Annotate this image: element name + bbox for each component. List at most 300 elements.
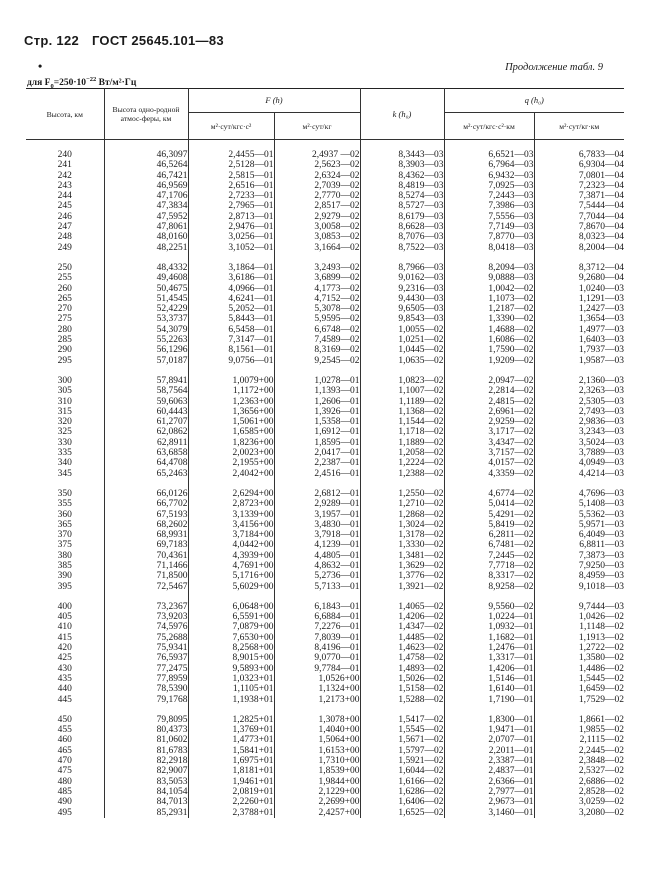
cell-F2: 2,7039—02 (274, 181, 360, 191)
cell-F1: 1,2825+01 (188, 715, 274, 725)
cell-k: 1,2868—02 (360, 510, 444, 520)
cell-q2: 4,0949—03 (534, 458, 624, 468)
cell-altitude: 280 (57, 324, 72, 335)
cell-homo-height: 75,9341 (104, 643, 188, 653)
cell-altitude: 246 (57, 211, 72, 222)
cell-q2: 1,1913—02 (534, 633, 624, 643)
cell-q1: 2,9259—02 (444, 417, 534, 427)
table-row (26, 633, 624, 643)
cell-F2: 1,4040+00 (274, 725, 360, 735)
table-row (26, 458, 624, 468)
table-row (26, 417, 624, 427)
cell-k: 1,3921—02 (360, 582, 444, 592)
cell-F2: 5,3078—02 (274, 304, 360, 314)
cell-k: 1,4758—02 (360, 653, 444, 663)
cell-altitude: 355 (57, 499, 72, 510)
group-spacer (26, 366, 624, 376)
cell-q1: 3,4347—02 (444, 438, 534, 448)
cell-homo-height: 81,0602 (104, 735, 188, 745)
cell-F1: 2,5815—01 (188, 171, 274, 181)
cell-homo-height: 50,4675 (104, 284, 188, 294)
cell-k: 1,6286—02 (360, 787, 444, 797)
cell-q1: 1,2187—02 (444, 304, 534, 314)
cell-q2: 7,9250—03 (534, 561, 624, 571)
cell-homo-height: 47,1706 (104, 191, 188, 201)
cell-altitude: 330 (57, 437, 72, 448)
cell-k: 8,6628—03 (360, 222, 444, 232)
cell-k: 8,7966—03 (360, 263, 444, 273)
cell-F2: 2,6324—02 (274, 171, 360, 181)
cell-homo-height: 55,2263 (104, 335, 188, 345)
bullet-mark: • (38, 59, 43, 73)
cell-q2: 1,9855—02 (534, 725, 624, 735)
cell-homo-height: 71,1466 (104, 561, 188, 571)
cell-F2: 6,1843—01 (274, 602, 360, 612)
cell-q2: 2,3848—02 (534, 756, 624, 766)
cell-k: 1,5026—02 (360, 674, 444, 684)
cell-q2: 1,3654—03 (534, 314, 624, 324)
cell-F2: 3,7918—01 (274, 530, 360, 540)
cell-k: 1,4347—02 (360, 622, 444, 632)
cell-q2: 8,4959—03 (534, 571, 624, 581)
cell-altitude: 340 (57, 458, 72, 469)
group-spacer (26, 479, 624, 489)
cell-homo-height: 60,4443 (104, 407, 188, 417)
cell-homo-height: 66,0126 (104, 489, 188, 499)
table-row (26, 622, 624, 632)
table-row (26, 520, 624, 530)
cell-altitude: 445 (57, 694, 72, 705)
cell-k: 1,0823—02 (360, 376, 444, 386)
cell-F2: 2,8517—02 (274, 201, 360, 211)
cell-homo-height: 64,4708 (104, 458, 188, 468)
page-number: Стр. 122 (24, 33, 80, 48)
table-row (26, 314, 624, 324)
cell-q2: 8,3712—04 (534, 263, 624, 273)
table-row (26, 294, 624, 304)
cell-F1: 9,5893+00 (188, 664, 274, 674)
cell-altitude: 249 (57, 242, 72, 253)
cell-q2: 1,1291—03 (534, 294, 624, 304)
cell-q1: 1,2476—01 (444, 643, 534, 653)
cell-altitude: 320 (57, 417, 72, 428)
table-row (26, 766, 624, 776)
cell-k: 1,3330—02 (360, 540, 444, 550)
cell-q2: 1,2722—02 (534, 643, 624, 653)
cell-altitude: 248 (57, 232, 72, 243)
cell-altitude: 475 (57, 766, 72, 777)
group-spacer (26, 253, 624, 263)
cell-k: 1,0055—02 (360, 325, 444, 335)
table-row (26, 797, 624, 807)
cell-F2: 1,2606—01 (274, 397, 360, 407)
cell-k: 1,1718—02 (360, 427, 444, 437)
cell-F1: 1,6585+00 (188, 427, 274, 437)
col-group-k: k (h₀) (360, 89, 444, 140)
cell-F1: 4,0966—01 (188, 284, 274, 294)
cell-F1: 2,5128—01 (188, 160, 274, 170)
cell-F2: 4,8632—01 (274, 561, 360, 571)
cell-altitude: 285 (57, 335, 72, 346)
cell-homo-height: 82,2918 (104, 756, 188, 766)
cell-homo-height: 72,5467 (104, 582, 188, 592)
cell-F1: 1,6975+01 (188, 756, 274, 766)
table-row (26, 397, 624, 407)
cell-q1: 2,2814—02 (444, 386, 534, 396)
cell-q1: 1,4688—02 (444, 325, 534, 335)
table-row (26, 263, 624, 273)
table-row (26, 181, 624, 191)
cell-homo-height: 47,3834 (104, 201, 188, 211)
cell-homo-height: 70,4361 (104, 551, 188, 561)
cell-k: 1,6525—02 (360, 808, 444, 818)
cell-F2: 2,5623—02 (274, 160, 360, 170)
cell-F1: 5,6029+00 (188, 582, 274, 592)
cell-F1: 3,1339+00 (188, 510, 274, 520)
table-row (26, 530, 624, 540)
cell-q2: 2,1115—02 (534, 735, 624, 745)
cell-F2: 1,3926—01 (274, 407, 360, 417)
col-q-unit1: м²·сут/кгс·с²·км (444, 113, 534, 140)
table-continuation: Продолжение табл. 9 (505, 62, 603, 73)
cell-k: 8,3443—03 (360, 150, 444, 160)
cell-F2: 8,3169—02 (274, 345, 360, 355)
cell-F2: 4,1239—01 (274, 540, 360, 550)
cell-F1: 3,4156+00 (188, 520, 274, 530)
cell-F2: 1,9844+00 (274, 777, 360, 787)
cell-F2: 1,7310+00 (274, 756, 360, 766)
cell-q1: 1,7190—01 (444, 695, 534, 705)
cell-q1: 1,8300—01 (444, 715, 534, 725)
cell-q2: 9,2680—04 (534, 273, 624, 283)
cell-k: 1,1544—02 (360, 417, 444, 427)
cell-homo-height: 69,7183 (104, 540, 188, 550)
cell-q2: 2,7493—03 (534, 407, 624, 417)
cell-altitude: 244 (57, 191, 72, 202)
cell-homo-height: 48,0160 (104, 232, 188, 242)
cell-q2: 7,7044—04 (534, 212, 624, 222)
cell-F1: 1,8181+01 (188, 766, 274, 776)
cell-F2: 5,9595—02 (274, 314, 360, 324)
cell-q2: 5,1408—03 (534, 499, 624, 509)
cell-homo-height: 62,0862 (104, 427, 188, 437)
cell-q2: 1,0426—02 (534, 612, 624, 622)
cell-F2: 7,2276—01 (274, 622, 360, 632)
cell-altitude: 395 (57, 581, 72, 592)
table-row (26, 304, 624, 314)
cell-k: 1,5797—02 (360, 746, 444, 756)
table-row (26, 602, 624, 612)
cell-F2: 6,6748—02 (274, 325, 360, 335)
cell-q2: 7,3871—04 (534, 191, 624, 201)
cell-q2: 1,0240—03 (534, 284, 624, 294)
cell-q2: 8,0323—04 (534, 232, 624, 242)
cell-homo-height: 76,5937 (104, 653, 188, 663)
cell-homo-height: 48,2251 (104, 243, 188, 253)
cell-altitude: 290 (57, 345, 72, 356)
cell-F2: 1,0278—01 (274, 376, 360, 386)
cell-q2: 3,0259—02 (534, 797, 624, 807)
cell-F2: 1,6153+00 (274, 746, 360, 756)
cell-F1: 8,9015+00 (188, 653, 274, 663)
cell-F1: 6,5591+00 (188, 612, 274, 622)
table-row (26, 232, 624, 242)
cell-F1: 2,0023+00 (188, 448, 274, 458)
cell-k: 1,2058—02 (360, 448, 444, 458)
cell-q2: 7,0801—04 (534, 171, 624, 181)
cell-q2: 9,1018—03 (534, 582, 624, 592)
cell-homo-height: 82,9007 (104, 766, 188, 776)
cell-F2: 2,9279—02 (274, 212, 360, 222)
cell-F1: 2,6294+00 (188, 489, 274, 499)
cell-F1: 4,7691+00 (188, 561, 274, 571)
cell-k: 1,5158—02 (360, 684, 444, 694)
cell-altitude: 485 (57, 786, 72, 797)
cell-homo-height: 56,1296 (104, 345, 188, 355)
cell-homo-height: 77,8959 (104, 674, 188, 684)
cell-altitude: 242 (57, 170, 72, 181)
cell-altitude: 490 (57, 797, 72, 808)
cell-q1: 6,7481—02 (444, 540, 534, 550)
cell-q1: 1,1682—01 (444, 633, 534, 643)
cell-F1: 1,3769+01 (188, 725, 274, 735)
cell-altitude: 345 (57, 468, 72, 479)
cell-F2: 2,9289—01 (274, 499, 360, 509)
table-row (26, 469, 624, 479)
cell-q1: 1,9471—01 (444, 725, 534, 735)
cell-altitude: 260 (57, 283, 72, 294)
cell-F1: 1,4773+01 (188, 735, 274, 745)
cell-altitude: 300 (57, 375, 72, 386)
cell-q2: 4,4214—03 (534, 469, 624, 479)
cell-k: 1,3629—02 (360, 561, 444, 571)
cell-q1: 5,8419—02 (444, 520, 534, 530)
cell-homo-height: 58,7564 (104, 386, 188, 396)
cell-F2: 3,6899—02 (274, 273, 360, 283)
cell-q1: 1,7590—02 (444, 345, 534, 355)
cell-F1: 2,7233—01 (188, 191, 274, 201)
cell-q1: 8,9258—02 (444, 582, 534, 592)
cell-F1: 2,6516—01 (188, 181, 274, 191)
cell-F1: 1,1938+01 (188, 695, 274, 705)
cell-homo-height: 78,5390 (104, 684, 188, 694)
cell-altitude: 470 (57, 756, 72, 767)
cell-altitude: 247 (57, 222, 72, 233)
cell-F1: 1,3656+00 (188, 407, 274, 417)
cell-homo-height: 61,2707 (104, 417, 188, 427)
cell-q2: 6,8811—03 (534, 540, 624, 550)
table-row (26, 335, 624, 345)
cell-F1: 2,9476—01 (188, 222, 274, 232)
cell-k: 1,2710—02 (360, 499, 444, 509)
cell-k: 1,5921—02 (360, 756, 444, 766)
cell-k: 1,4065—02 (360, 602, 444, 612)
cell-k: 9,4430—03 (360, 294, 444, 304)
cell-q1: 6,7964—03 (444, 160, 534, 170)
cell-k: 1,2388—02 (360, 469, 444, 479)
cell-homo-height: 83,5053 (104, 777, 188, 787)
cell-homo-height: 52,4229 (104, 304, 188, 314)
cell-altitude: 390 (57, 571, 72, 582)
cell-homo-height: 84,1054 (104, 787, 188, 797)
cell-F2: 1,2173+00 (274, 695, 360, 705)
cell-k: 1,1368—02 (360, 407, 444, 417)
cell-q1: 3,7157—02 (444, 448, 534, 458)
cell-F2: 7,8039—01 (274, 633, 360, 643)
cell-F2: 6,6884—01 (274, 612, 360, 622)
cell-altitude: 430 (57, 663, 72, 674)
cell-q1: 3,1717—02 (444, 427, 534, 437)
cell-k: 9,8543—03 (360, 314, 444, 324)
cell-q1: 1,6140—01 (444, 684, 534, 694)
table-row (26, 222, 624, 232)
cell-F2: 1,8595—01 (274, 438, 360, 448)
cell-altitude: 275 (57, 314, 72, 325)
cell-q1: 2,2011—01 (444, 746, 534, 756)
table-row (26, 715, 624, 725)
cell-F2: 3,4830—01 (274, 520, 360, 530)
cell-q1: 7,2443—03 (444, 191, 534, 201)
cell-altitude: 455 (57, 725, 72, 736)
cell-F1: 2,0819+01 (188, 787, 274, 797)
cell-F2: 1,5064+00 (274, 735, 360, 745)
cell-F1: 1,1105+01 (188, 684, 274, 694)
cell-q1: 2,4815—02 (444, 397, 534, 407)
cell-altitude: 465 (57, 745, 72, 756)
cell-q1: 7,2445—02 (444, 551, 534, 561)
cell-k: 1,1189—02 (360, 397, 444, 407)
table-body (26, 140, 624, 818)
cell-k: 9,6505—03 (360, 304, 444, 314)
cell-homo-height: 49,4608 (104, 273, 188, 283)
cell-F1: 8,2568+00 (188, 643, 274, 653)
cell-q1: 8,0418—03 (444, 243, 534, 253)
cell-altitude: 255 (57, 273, 72, 284)
cell-F2: 1,5358—01 (274, 417, 360, 427)
cell-F2: 1,1324+00 (274, 684, 360, 694)
cell-k: 1,0635—02 (360, 356, 444, 366)
standard-code: ГОСТ 25645.101—83 (91, 33, 224, 48)
cell-homo-height: 71,8500 (104, 571, 188, 581)
cell-q1: 6,9432—03 (444, 171, 534, 181)
cell-F1: 5,1716+00 (188, 571, 274, 581)
cell-q2: 4,7696—03 (534, 489, 624, 499)
table-row (26, 212, 624, 222)
cell-altitude: 270 (57, 304, 72, 315)
cell-k: 1,4893—02 (360, 664, 444, 674)
cell-F1: 3,7184+00 (188, 530, 274, 540)
cell-F1: 6,0648+00 (188, 602, 274, 612)
cell-q2: 1,3580—02 (534, 653, 624, 663)
cell-k: 8,4819—03 (360, 181, 444, 191)
table-row (26, 735, 624, 745)
cell-q2: 6,7833—04 (534, 150, 624, 160)
cell-q1: 7,7149—03 (444, 222, 534, 232)
cell-k: 1,3178—02 (360, 530, 444, 540)
cell-q2: 1,7529—02 (534, 695, 624, 705)
cell-F1: 2,1955+00 (188, 458, 274, 468)
cell-F2: 5,7133—01 (274, 582, 360, 592)
cell-homo-height: 59,6063 (104, 397, 188, 407)
cell-homo-height: 75,2688 (104, 633, 188, 643)
cell-q1: 1,0042—02 (444, 284, 534, 294)
cell-q2: 6,4049—03 (534, 530, 624, 540)
cell-k: 1,0445—02 (360, 345, 444, 355)
cell-F2: 4,4805—01 (274, 551, 360, 561)
cell-q1: 1,0932—01 (444, 622, 534, 632)
cell-q1: 4,3359—02 (444, 469, 534, 479)
cell-q1: 1,0224—01 (444, 612, 534, 622)
cell-F1: 6,5458—01 (188, 325, 274, 335)
cell-k: 1,3024—02 (360, 520, 444, 530)
cell-q1: 1,4206—01 (444, 664, 534, 674)
cell-altitude: 265 (57, 293, 72, 304)
cell-homo-height: 84,7013 (104, 797, 188, 807)
cell-altitude: 375 (57, 540, 72, 551)
cell-homo-height: 68,2602 (104, 520, 188, 530)
cell-altitude: 365 (57, 519, 72, 530)
cell-homo-height: 47,5952 (104, 212, 188, 222)
col-F-unit2: м²·сут/кг (274, 113, 360, 140)
cell-F2: 1,8539+00 (274, 766, 360, 776)
cell-F2: 2,6812—01 (274, 489, 360, 499)
cell-altitude: 241 (57, 160, 72, 171)
cell-k: 1,2224—02 (360, 458, 444, 468)
cell-q2: 1,4977—03 (534, 325, 624, 335)
cell-q1: 2,4837—01 (444, 766, 534, 776)
cell-F1: 5,8443—01 (188, 314, 274, 324)
cell-altitude: 310 (57, 396, 72, 407)
cell-q2: 1,2427—03 (534, 304, 624, 314)
cell-F1: 1,1172+00 (188, 386, 274, 396)
cell-F2: 4,1773—02 (274, 284, 360, 294)
cell-F1: 3,0256—01 (188, 232, 274, 242)
cell-k: 8,5274—03 (360, 191, 444, 201)
cell-q1: 1,9209—02 (444, 356, 534, 366)
cell-F1: 5,2052—01 (188, 304, 274, 314)
cell-q2: 6,9304—04 (534, 160, 624, 170)
cell-k: 1,6044—02 (360, 766, 444, 776)
cell-q2: 7,8670—04 (534, 222, 624, 232)
cell-F2: 1,6912—01 (274, 427, 360, 437)
table-row (26, 160, 624, 170)
col-q-unit2: м²·сут/кг·км (534, 113, 624, 140)
cell-k: 1,4623—02 (360, 643, 444, 653)
cell-altitude: 480 (57, 776, 72, 787)
cell-F2: 2,7770—02 (274, 191, 360, 201)
cell-altitude: 380 (57, 550, 72, 561)
cell-altitude: 360 (57, 509, 72, 520)
cell-homo-height: 65,2463 (104, 469, 188, 479)
table-row (26, 489, 624, 499)
col-F-unit1: м²·сут/кгс·с² (188, 113, 274, 140)
cell-q2: 2,1360—03 (534, 376, 624, 386)
cell-altitude: 245 (57, 201, 72, 212)
col-group-q: q (h₀) (444, 89, 624, 113)
cell-q1: 5,4291—02 (444, 510, 534, 520)
cell-q2: 3,5024—03 (534, 438, 624, 448)
cell-homo-height: 51,4545 (104, 294, 188, 304)
cell-q2: 1,8661—02 (534, 715, 624, 725)
table-row (26, 808, 624, 818)
data-table (26, 88, 624, 818)
cell-F1: 2,4455—01 (188, 150, 274, 160)
cell-F1: 2,2260+01 (188, 797, 274, 807)
table-row (26, 243, 624, 253)
group-spacer (26, 140, 624, 151)
table-row (26, 325, 624, 335)
cell-altitude: 400 (57, 601, 72, 612)
